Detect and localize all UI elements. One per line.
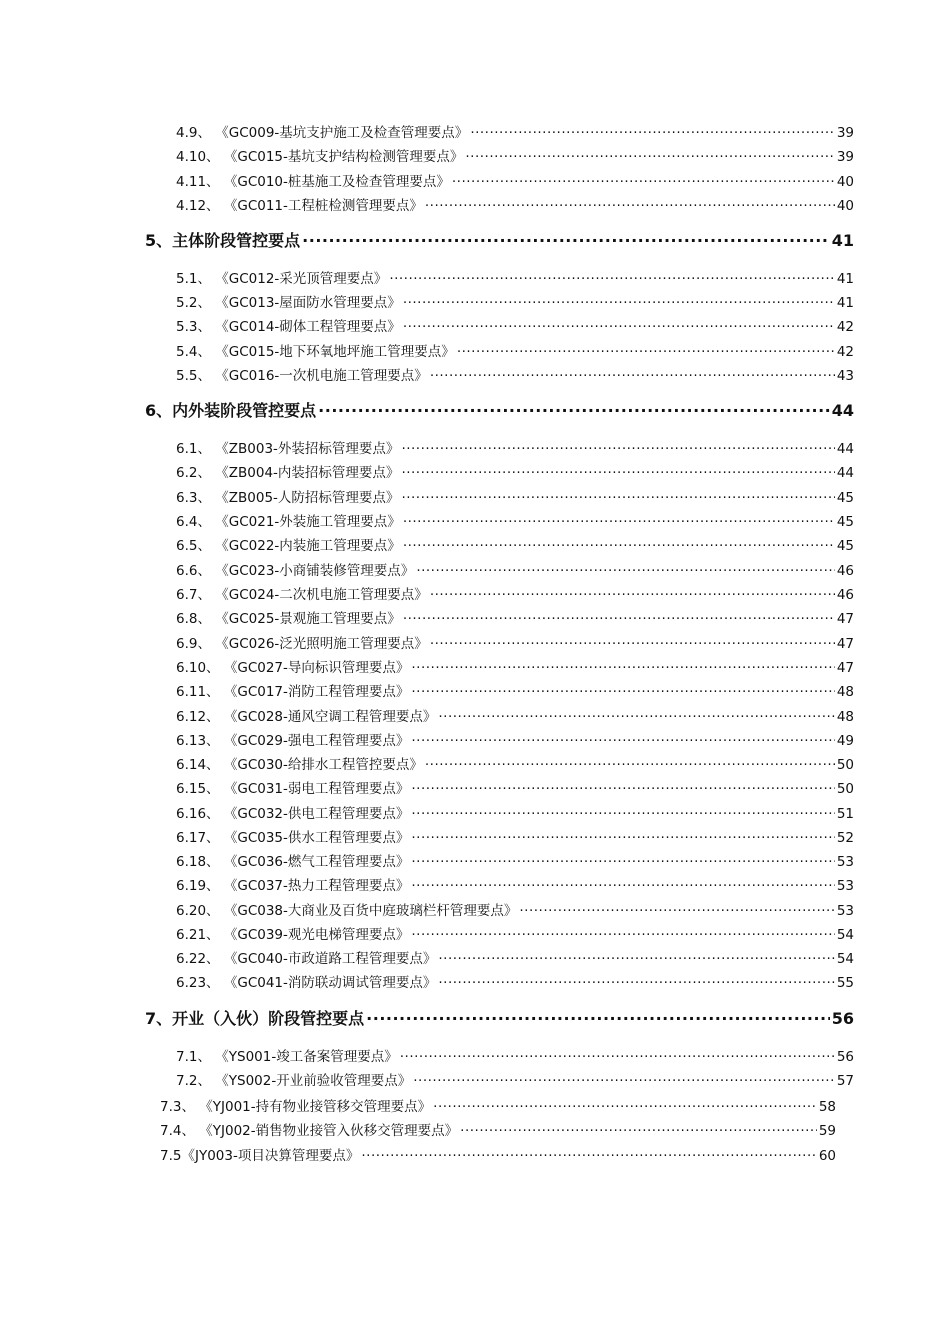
toc-entry[interactable]	[176, 632, 854, 652]
toc-entry-page: 46	[836, 587, 854, 603]
toc-entry[interactable]	[176, 534, 854, 554]
toc-entry-title: 《GC015-地下环氧地坪施工管理要点》	[215, 344, 455, 360]
toc-entry-page: 42	[836, 319, 854, 335]
toc-entry-page: 42	[836, 344, 854, 360]
toc-entry[interactable]	[176, 559, 854, 579]
toc-entry[interactable]	[176, 486, 854, 506]
leader-dots	[452, 171, 835, 186]
toc-entry-page: 45	[836, 514, 854, 530]
toc-entry-title: 《GC038-大商业及百货中庭玻璃栏杆管理要点》	[223, 903, 518, 919]
toc-entry[interactable]	[176, 145, 854, 165]
toc-entry-page: 47	[836, 611, 854, 627]
toc-section-page: 41	[831, 231, 854, 250]
leader-dots	[403, 535, 835, 550]
toc-entry-title: 《GC028-通风空调工程管理要点》	[223, 709, 437, 725]
leader-dots	[411, 657, 834, 672]
toc-entry[interactable]	[176, 170, 854, 190]
toc-entry-number: 6.16、	[176, 806, 220, 822]
toc-entry-title: 《YJ002-销售物业接管入伙移交管理要点》	[199, 1123, 459, 1139]
leader-dots	[433, 1096, 817, 1111]
toc-entry-number: 5.5、	[176, 368, 211, 384]
toc-entry-page: 57	[836, 1073, 854, 1089]
leader-dots	[411, 730, 834, 745]
toc-entry-number: 6.11、	[176, 684, 220, 700]
toc-entry-number: 6.17、	[176, 830, 220, 846]
toc-entry[interactable]	[176, 850, 854, 870]
toc-entry[interactable]	[160, 1119, 836, 1139]
toc-entry[interactable]	[176, 874, 854, 894]
toc-section-title: 内外装阶段管控要点	[172, 401, 317, 420]
toc-entry-number: 6.10、	[176, 660, 220, 676]
toc-entry-title: 《GC040-市政道路工程管理要点》	[223, 951, 437, 967]
toc-section-title: 主体阶段管控要点	[172, 231, 301, 250]
toc-entry-title: 《GC010-桩基施工及检查管理要点》	[223, 174, 450, 190]
toc-entry-page: 46	[836, 563, 854, 579]
toc-entry-number: 5.4、	[176, 344, 211, 360]
toc-entry-title: 《YS002-开业前验收管理要点》	[215, 1073, 412, 1089]
toc-entry-number: 6.6、	[176, 563, 211, 579]
leader-dots	[411, 924, 834, 939]
toc-entry-number: 6.8、	[176, 611, 211, 627]
toc-entry-page: 59	[818, 1123, 836, 1139]
toc-entry-page: 45	[836, 538, 854, 554]
toc-entry-page: 47	[836, 660, 854, 676]
toc-entry-title: 《GC035-供水工程管理要点》	[223, 830, 410, 846]
toc-entry[interactable]	[176, 899, 854, 919]
toc-entry[interactable]	[176, 510, 854, 530]
toc-entry-number: 6.12、	[176, 709, 220, 725]
toc-entry[interactable]	[176, 753, 854, 773]
toc-entry-title: 《GC012-采光顶管理要点》	[215, 271, 388, 287]
toc-entry-title: 《JY003-项目决算管理要点》	[181, 1148, 360, 1164]
leader-dots	[470, 122, 835, 137]
toc-entry-page: 52	[836, 830, 854, 846]
leader-dots	[430, 584, 835, 599]
leader-dots	[465, 146, 834, 161]
leader-dots	[400, 1046, 835, 1061]
toc-entry-title: 《ZB005-人防招标管理要点》	[215, 490, 400, 506]
toc-entry-page: 58	[818, 1099, 836, 1115]
leader-dots	[403, 511, 835, 526]
toc-entry-number: 4.9、	[176, 125, 211, 141]
leader-dots	[411, 875, 834, 890]
toc-entry-page: 60	[818, 1148, 836, 1164]
toc-entry-title: 《GC032-供电工程管理要点》	[223, 806, 410, 822]
toc-entry-number: 5.2、	[176, 295, 211, 311]
toc-entry-title: 《GC029-强电工程管理要点》	[223, 733, 410, 749]
toc-entry-number: 6.22、	[176, 951, 220, 967]
leader-dots	[430, 365, 835, 380]
toc-entry-number: 7.1、	[176, 1049, 211, 1065]
toc-entry-number: 7.2、	[176, 1073, 211, 1089]
toc-entry[interactable]	[176, 971, 854, 991]
leader-dots	[438, 948, 834, 963]
toc-entry[interactable]	[176, 802, 854, 822]
leader-dots	[401, 487, 834, 502]
toc-entry-title: 《YJ001-持有物业接管移交管理要点》	[199, 1099, 432, 1115]
toc-section-page: 56	[831, 1009, 854, 1028]
toc-entry-page: 54	[836, 951, 854, 967]
toc-entry-title: 《GC025-景观施工管理要点》	[215, 611, 401, 627]
toc-entry-title: 《GC039-观光电梯管理要点》	[223, 927, 410, 943]
toc-entry-page: 40	[836, 174, 854, 190]
toc-entry[interactable]	[176, 777, 854, 797]
toc-entry-page: 48	[836, 709, 854, 725]
toc-section-title: 开业（入伙）阶段管控要点	[172, 1009, 365, 1028]
leader-dots	[425, 754, 835, 769]
toc-section-number: 6、	[145, 401, 173, 420]
toc-entry[interactable]	[176, 826, 854, 846]
toc-entry[interactable]	[176, 680, 854, 700]
leader-dots	[411, 851, 834, 866]
toc-entry-number: 6.5、	[176, 538, 211, 554]
toc-entry[interactable]	[176, 437, 854, 457]
toc-entry[interactable]	[176, 121, 854, 141]
toc-entry-number: 6.14、	[176, 757, 220, 773]
leader-dots	[438, 972, 834, 987]
toc-entry-page: 44	[836, 465, 854, 481]
toc-entry-title: 《GC014-砌体工程管理要点》	[215, 319, 401, 335]
toc-entry[interactable]	[160, 1144, 836, 1164]
toc-entry-title: 《GC023-小商铺装修管理要点》	[215, 563, 415, 579]
toc-entry-title: 《GC015-基坑支护结构检测管理要点》	[223, 149, 464, 165]
leader-dots	[425, 195, 835, 210]
toc-entry-number: 6.2、	[176, 465, 211, 481]
toc-entry-number: 7.3、	[160, 1099, 195, 1115]
toc-entry-title: 《GC021-外装施工管理要点》	[215, 514, 401, 530]
toc-entry[interactable]	[176, 923, 854, 943]
leader-dots	[401, 462, 834, 477]
toc-entry[interactable]	[176, 1069, 854, 1089]
toc-entry-number: 6.7、	[176, 587, 211, 603]
toc-entry[interactable]	[176, 583, 854, 603]
toc-entry-number: 6.20、	[176, 903, 220, 919]
toc-entry-page: 50	[836, 757, 854, 773]
toc-entry-page: 53	[836, 903, 854, 919]
toc-entry-page: 51	[836, 806, 854, 822]
leader-dots	[401, 438, 834, 453]
leader-dots	[411, 778, 834, 793]
toc-entry-page: 39	[836, 125, 854, 141]
toc-entry-number: 6.4、	[176, 514, 211, 530]
leader-dots	[430, 633, 835, 648]
toc-entry-title: 《GC041-消防联动调试管理要点》	[223, 975, 437, 991]
toc-entry-page: 43	[836, 368, 854, 384]
leader-dots	[411, 803, 834, 818]
toc-entry-page: 45	[836, 490, 854, 506]
leader-dots	[389, 268, 835, 283]
toc-entry[interactable]	[176, 461, 854, 481]
toc-entry-number: 6.18、	[176, 854, 220, 870]
leader-dots	[438, 706, 834, 721]
leader-dots	[403, 608, 835, 623]
toc-entry-title: 《GC017-消防工程管理要点》	[223, 684, 410, 700]
toc-entry-page: 55	[836, 975, 854, 991]
toc-entry-title: 《GC031-弱电工程管理要点》	[223, 781, 410, 797]
toc-entry[interactable]	[176, 364, 854, 384]
toc-entry-number: 4.10、	[176, 149, 220, 165]
toc-entry-page: 47	[836, 636, 854, 652]
toc-entry-page: 39	[836, 149, 854, 165]
toc-entry[interactable]	[160, 1095, 836, 1115]
toc-entry-title: 《GC022-内装施工管理要点》	[215, 538, 401, 554]
toc-entry-page: 40	[836, 198, 854, 214]
leader-dots	[457, 341, 835, 356]
toc-entry-page: 56	[836, 1049, 854, 1065]
toc-entry[interactable]	[176, 705, 854, 725]
toc-entry[interactable]	[176, 267, 854, 287]
toc-entry-title: 《YS001-竣工备案管理要点》	[215, 1049, 398, 1065]
toc-entry-title: 《GC011-工程桩检测管理要点》	[223, 198, 423, 214]
toc-entry[interactable]	[176, 291, 854, 311]
toc-entry-title: 《ZB003-外装招标管理要点》	[215, 441, 400, 457]
toc-entry[interactable]	[176, 315, 854, 335]
toc-entry[interactable]	[176, 947, 854, 967]
toc-entry-number: 7.4、	[160, 1123, 195, 1139]
toc-entry-title: 《GC026-泛光照明施工管理要点》	[215, 636, 428, 652]
toc-entry-title: 《GC016-一次机电施工管理要点》	[215, 368, 428, 384]
toc-entry-page: 41	[836, 295, 854, 311]
toc-entry[interactable]	[176, 194, 854, 214]
toc-entry-number: 5.1、	[176, 271, 211, 287]
toc-entry-number: 6.21、	[176, 927, 220, 943]
toc-entry[interactable]	[176, 656, 854, 676]
toc-entry-number: 6.19、	[176, 878, 220, 894]
toc-entry-page: 54	[836, 927, 854, 943]
toc-entry[interactable]	[176, 1045, 854, 1065]
leader-dots	[318, 398, 830, 416]
leader-dots	[411, 681, 834, 696]
toc-entry-page: 49	[836, 733, 854, 749]
toc-entry-number: 6.13、	[176, 733, 220, 749]
leader-dots	[413, 1070, 835, 1085]
toc-entry-number: 7.5	[160, 1148, 182, 1164]
toc-section-number: 7、	[145, 1009, 173, 1028]
toc-section-heading[interactable]	[145, 228, 854, 252]
toc-section-page: 44	[831, 401, 854, 420]
toc-entry-title: 《GC009-基坑支护施工及检查管理要点》	[215, 125, 469, 141]
toc-entry-page: 44	[836, 441, 854, 457]
toc-entry-number: 6.1、	[176, 441, 211, 457]
toc-section-heading[interactable]	[145, 1006, 854, 1030]
toc-entry[interactable]	[176, 729, 854, 749]
toc-entry-page: 48	[836, 684, 854, 700]
toc-entry-title: 《GC030-给排水工程管控要点》	[223, 757, 423, 773]
toc-entry-number: 5.3、	[176, 319, 211, 335]
toc-section-heading[interactable]	[145, 398, 854, 422]
leader-dots	[403, 292, 835, 307]
toc-entry[interactable]	[176, 340, 854, 360]
leader-dots	[361, 1145, 816, 1160]
toc-entry-title: 《ZB004-内装招标管理要点》	[215, 465, 400, 481]
leader-dots	[416, 560, 835, 575]
leader-dots	[366, 1006, 830, 1024]
toc-entry-number: 6.23、	[176, 975, 220, 991]
toc-entry[interactable]	[176, 607, 854, 627]
toc-entry-page: 41	[836, 271, 854, 287]
leader-dots	[411, 827, 834, 842]
toc-entry-number: 6.9、	[176, 636, 211, 652]
toc-entry-number: 6.3、	[176, 490, 211, 506]
toc-entry-page: 53	[836, 854, 854, 870]
toc-entry-number: 4.11、	[176, 174, 220, 190]
toc-entry-page: 50	[836, 781, 854, 797]
leader-dots	[302, 228, 830, 246]
toc-entry-page: 53	[836, 878, 854, 894]
toc-entry-number: 4.12、	[176, 198, 220, 214]
toc-entry-title: 《GC027-导向标识管理要点》	[223, 660, 410, 676]
toc-entry-number: 6.15、	[176, 781, 220, 797]
leader-dots	[460, 1120, 817, 1135]
toc-entry-title: 《GC037-热力工程管理要点》	[223, 878, 410, 894]
toc-entry-title: 《GC036-燃气工程管理要点》	[223, 854, 410, 870]
toc-entry-title: 《GC024-二次机电施工管理要点》	[215, 587, 428, 603]
leader-dots	[519, 900, 834, 915]
toc-section-number: 5、	[145, 231, 173, 250]
toc-entry-title: 《GC013-屋面防水管理要点》	[215, 295, 401, 311]
leader-dots	[403, 316, 835, 331]
